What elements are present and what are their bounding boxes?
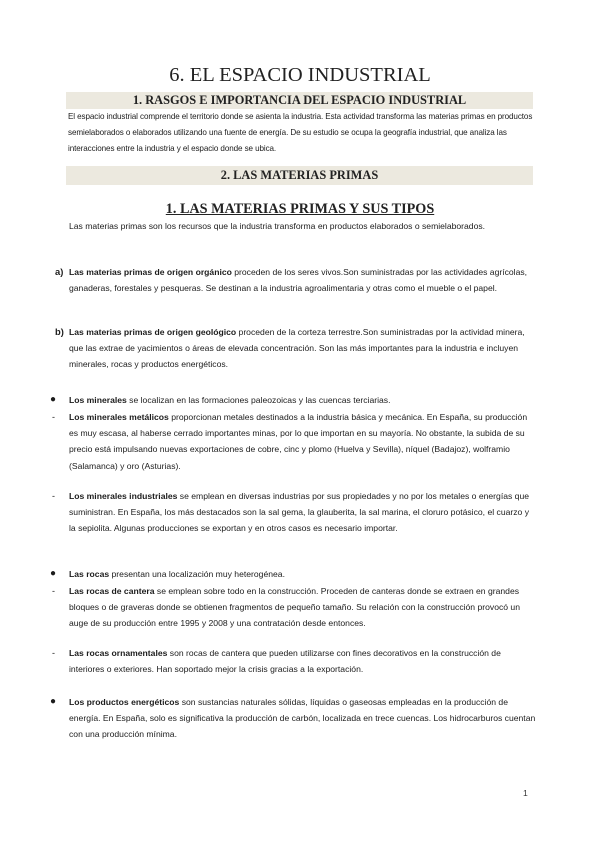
section-body-rasgos: El espacio industrial comprende el territorio donde se asienta la industria. Esta actividad transforma las materias primas en productos semielaborados o elaborados utilizando una fuente de energía. De su estudio se ocupa la geografía industrial, que analiza las interacciones entre la industria y el espacio donde se ubica.	[68, 112, 533, 153]
dash-description: se emplean en diversas industrias por sus propiedades y no por los metales o energías que suministran. En España, los más destacados son la sal gema, la glauberita, la sal marina, el cloruro potásico, el cuarzo y la sepiolita. Algunas producciones se exportan y en otros casos es necesario importar.	[69, 491, 530, 534]
bullet-text	[69, 694, 536, 743]
dash-term: Los minerales industriales	[69, 491, 178, 501]
subsection-heading-tipos: 1. LAS MATERIAS PRIMAS Y SUS TIPOS	[165, 201, 435, 217]
bullet-marker: ●	[50, 394, 57, 405]
list-marker: a)	[55, 266, 64, 277]
dash-marker: -	[52, 586, 55, 596]
dash-term: Los minerales metálicos	[69, 412, 169, 422]
bullet-marker: ●	[50, 568, 57, 579]
bullet-description: son sustancias naturales sólidas, líquidas o gaseosas empleadas en la producción de energía. En España, solo es significativa la producción de carbón, localizada en trece cuencas. Los hidrocarburos cuentan con una producción mínima.	[69, 697, 536, 740]
dash-description: proporcionan metales destinados a la industria básica y mecánica. En España, su producción es muy escasa, al haberse cerrado importantes minas, por lo que importan en su mayoría. No obstante, la subida de su precio está impulsando nuevas exportaciones de cobre, cinc y plomo (Huelva y Sevilla), níquel (Badajoz), wolframio (Salamanca) y oro (Asturias).	[69, 412, 528, 471]
type-term: Las materias primas de origen geológico	[69, 327, 237, 337]
type-description: proceden de la corteza terrestre.Son suministradas por la actividad minera, que las extrae de yacimientos o áreas de elevada concentración. Son las más importantes para la industria e incluyen minerales, rocas y productos energéticos.	[69, 327, 525, 370]
dash-term: Las rocas de cantera	[69, 586, 155, 596]
dash-marker: -	[52, 491, 55, 501]
dash-text	[69, 488, 536, 537]
bullet-text	[69, 392, 536, 408]
section-heading-materias-primas: 2. LAS MATERIAS PRIMAS	[66, 166, 533, 185]
dash-term: Las rocas ornamentales	[69, 648, 168, 658]
bullet-term: Los productos energéticos	[69, 697, 180, 707]
dash-marker: -	[52, 648, 55, 658]
dash-text	[69, 645, 536, 677]
page-number: 1	[523, 788, 528, 798]
document-title: 6. EL ESPACIO INDUSTRIAL	[169, 64, 431, 86]
type-text	[69, 264, 536, 296]
bullet-term: Las rocas	[69, 569, 110, 579]
bullet-text	[69, 566, 536, 582]
dash-description: se emplean sobre todo en la construcción. Proceden de canteras donde se extraen en grandes bloques o de graveras donde se obtienen fragmentos de pequeño tamaño. Su relación con la construcción provocó un auge de su producción entre 1995 y 2008 y una contratación desde entonces.	[69, 586, 520, 629]
bullet-description: presentan una localización muy heterogénea.	[109, 569, 285, 579]
dash-text	[69, 409, 536, 474]
section-heading-rasgos: 1. RASGOS E IMPORTANCIA DEL ESPACIO INDUSTRIAL	[66, 92, 533, 109]
type-term: Las materias primas de origen orgánico	[69, 267, 232, 277]
type-text	[69, 324, 536, 373]
dash-description: son rocas de cantera que pueden utilizarse con fines decorativos en la construcción de interiores o exteriores. Han soportado mejor la crisis gracias a la exportación.	[69, 648, 501, 675]
dash-marker: -	[52, 412, 55, 422]
list-marker: b)	[55, 326, 64, 337]
dash-text	[69, 583, 536, 632]
bullet-term: Los minerales	[69, 395, 127, 405]
definition-paragraph: Las materias primas son los recursos que la industria transforma en productos elaborados o semielaborados.	[69, 221, 486, 231]
type-description: proceden de los seres vivos.Son suministradas por las actividades agrícolas, ganaderas, forestales y pesqueras. Se destinan a la industria agroalimentaria y otras como el mueble o el papel.	[69, 267, 528, 294]
bullet-marker: ●	[50, 696, 57, 707]
bullet-description: se localizan en las formaciones paleozoicas y las cuencas terciarias.	[126, 395, 391, 405]
